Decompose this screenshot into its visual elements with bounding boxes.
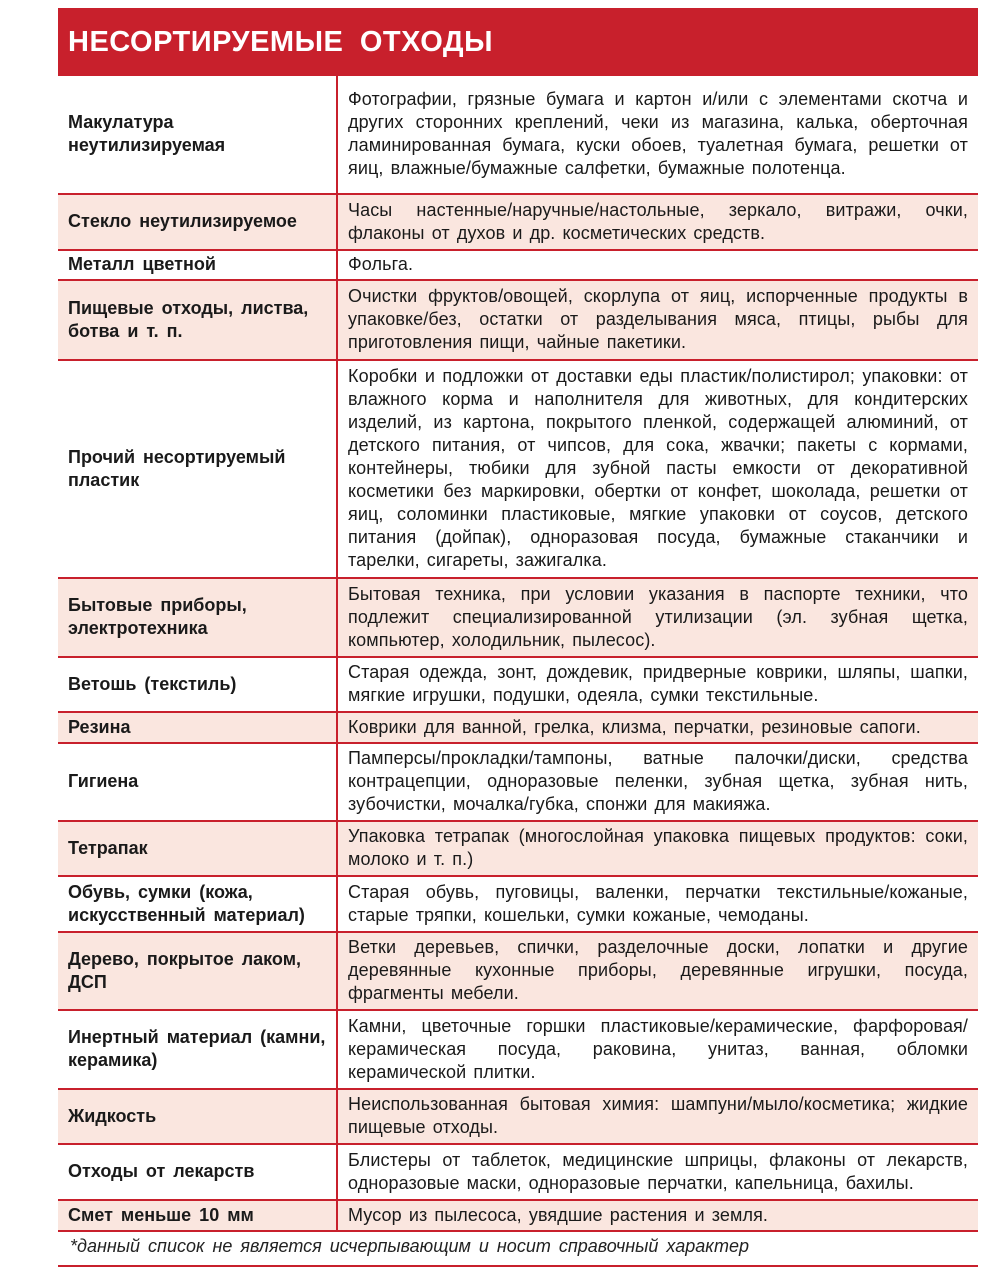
waste-table [58,76,978,1232]
category-description: Мусор из пылесоса, увядшие растения и земля. [337,1200,978,1231]
category-name: Гигиена [68,771,139,791]
category-description: Ветки деревьев, спички, разделочные доски, лопатки и другие деревянные кухонные приборы, деревянные игрушки, посуда, фрагменты мебели. [337,932,978,1010]
footnote: *данный список не является исчерпывающим и носит справочный характер [70,1236,749,1256]
category-name: Резина [68,716,131,737]
category-description: Камни, цветочные горшки пластиковые/керамические, фарфоровая/керамическая посуда, раковина, унитаз, ванная, обломки керамической плитки. [337,1010,978,1089]
category-description: Фотографии, грязные бумага и картон и/или с элементами скотча и других сторонних креплений, чеки из магазина, калька, оберточная ламинированная бумага, куски обоев, туалетная бумага, решетки от яиц, влажные/бумажные салфетки, бумажные полотенца. [337,76,978,194]
table-row [58,1089,978,1144]
category-description: Памперсы/прокладки/тампоны, ватные палочки/диски, средства контрацепции, одноразовые пеленки, зубная щетка, зубная нить, зубочистки, мочалка/губка, спонжи для макияжа. [337,743,978,821]
category-description: Коробки и подложки от доставки еды пластик/полистирол; упаковки: от влажного корма и наполнителя для животных, для кондитерских изделий, из картона, покрытого пленкой, содержащей алюминий, от детского питания, от чипсов, для сока, жвачки; пакеты с кормами, контейнеры, тюбики для зубной пасты емкости от декоративной косметики без маркировки, обертки от конфет, шоколада, решетки от яиц, соломинки пластиковые, мягкие упаковки от соусов, детского питания (дойпак), одноразовая посуда, бумажные стаканчики и тарелки, сигареты, зажигалка. [337,360,978,578]
category-name: Пищевые отходы, листва, ботва и т. п. [68,297,309,341]
table-row [58,1144,978,1200]
table-row [58,876,978,932]
category-description: Блистеры от таблеток, медицинские шприцы, флаконы от лекарств, одноразовые маски, одноразовые перчатки, капельница, бахилы. [337,1144,978,1200]
table-row [58,280,978,360]
category-name: Металл цветной [68,254,216,274]
table-row [58,194,978,250]
category-name: Инертный материал (камни, керамика) [68,1027,326,1070]
table-row [58,712,978,743]
category-description: Упаковка тетрапак (многослойная упаковка пищевых продуктов: соки, молоко и т. п.) [337,821,978,876]
category-name: Макулатура неутилизируемая [68,112,226,155]
table-row [58,1010,978,1089]
category-name: Тетрапак [68,837,148,858]
category-description: Старая одежда, зонт, дождевик, придверные коврики, шляпы, шапки, мягкие игрушки, подушки, одеяла, сумки текстильные. [337,657,978,712]
bottom-divider [58,1265,978,1267]
category-description: Бытовая техника, при условии указания в паспорте техники, что подлежит специализированной утилизации (эл. зубная щетка, компьютер, холодильник, пылесос). [337,578,978,657]
table-row [58,743,978,821]
category-name: Обувь, сумки (кожа, искусственный материал) [68,881,305,925]
category-name: Стекло неутилизируемое [68,211,297,231]
table-row [58,932,978,1010]
table-row [58,821,978,876]
category-name: Дерево, покрытое лаком, ДСП [68,948,302,992]
category-name: Бытовые приборы, электротехника [68,595,247,638]
category-name: Жидкость [68,1105,157,1126]
category-description: Очистки фруктов/овощей, скорлупа от яиц, испорченные продукты в упаковке/без, остатки от разделывания мяса, птицы, рыбы для приготовления пищи, чайные пакетики. [337,280,978,360]
table-row [58,360,978,578]
category-name: Прочий несортируемый пластик [68,446,286,490]
category-description: Часы настенные/наручные/настольные, зеркало, витражи, очки, флаконы от духов и др. косметических средств. [337,194,978,250]
category-description: Неиспользованная бытовая химия: шампуни/мыло/косметика; жидкие пищевые отходы. [337,1089,978,1144]
table-row [58,578,978,657]
table-row [58,1200,978,1231]
category-name: Смет меньше 10 мм [68,1204,254,1225]
category-name: Ветошь (текстиль) [68,673,237,694]
waste-sheet [58,8,978,1267]
category-description: Старая обувь, пуговицы, валенки, перчатки текстильные/кожаные, старые тряпки, кошельки, сумки кожаные, чемоданы. [337,876,978,932]
table-row [58,76,978,194]
category-name: Отходы от лекарств [68,1161,255,1181]
table-row [58,250,978,280]
category-description: Фольга. [337,250,978,280]
table-row [58,657,978,712]
category-description: Коврики для ванной, грелка, клизма, перчатки, резиновые сапоги. [337,712,978,743]
page-title: НЕСОРТИРУЕМЫЕ ОТХОДЫ [58,8,978,76]
